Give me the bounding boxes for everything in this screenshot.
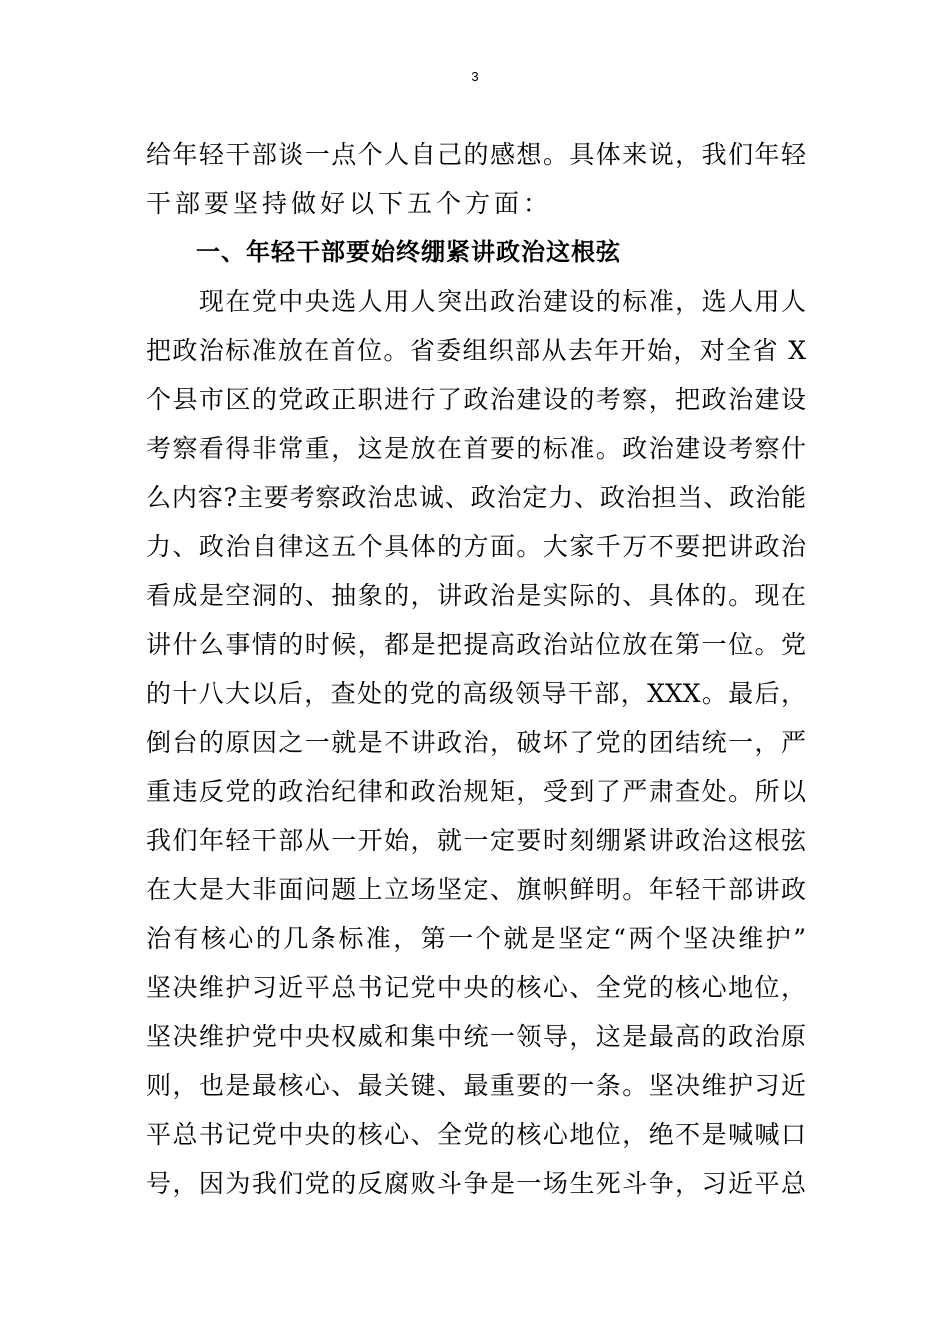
document-body [146, 130, 806, 1208]
paragraph-line: 平总书记党中央的核心、全党的核心地位，绝不是喊喊口 [146, 1120, 806, 1149]
paragraph-line: 坚决维护党中央权威和集中统一领导，这是最高的政治原 [146, 1022, 806, 1051]
paragraph-line: 我们年轻干部从一开始，就一定要时刻绷紧讲政治这根弦 [146, 826, 806, 855]
paragraph-line: 给年轻干部谈一点个人自己的感想。具体来说，我们年轻 [146, 140, 806, 169]
paragraph-line: 力、政治自律这五个具体的方面。大家千万不要把讲政治 [146, 532, 806, 561]
paragraph-line: 的十八大以后，查处的党的高级领导干部，XXX。最后， [146, 679, 806, 708]
paragraph-line: 把政治标准放在首位。省委组织部从去年开始，对全省 X [146, 336, 806, 365]
paragraph-line: 干部要坚持做好以下五个方面： [146, 189, 553, 218]
paragraph-line: 讲什么事情的时候，都是把提高政治站位放在第一位。党 [146, 630, 806, 659]
paragraph-line: 在大是大非面问题上立场坚定、旗帜鲜明。年轻干部讲政 [146, 875, 806, 904]
paragraph-line: 么内容?主要考察政治忠诚、政治定力、政治担当、政治能 [146, 483, 806, 512]
page-number: 3 [471, 69, 479, 84]
paragraph-line: 看成是空洞的、抽象的，讲政治是实际的、具体的。现在 [146, 581, 806, 610]
paragraph-line: 坚决维护习近平总书记党中央的核心、全党的核心地位， [146, 973, 806, 1002]
paragraph-line: 重违反党的政治纪律和政治规矩，受到了严肃查处。所以 [146, 777, 806, 806]
paragraph-line: 治有核心的几条标准，第一个就是坚定“两个坚决维护” [146, 924, 806, 953]
paragraph-line: 倒台的原因之一就是不讲政治，破坏了党的团结统一，严 [146, 728, 806, 757]
paragraph-line: 号，因为我们党的反腐败斗争是一场生死斗争，习近平总 [146, 1169, 806, 1198]
paragraph-line: 个县市区的党政正职进行了政治建设的考察，把政治建设 [146, 385, 806, 414]
paragraph-line: 现在党中央选人用人突出政治建设的标准，选人用人 [146, 287, 806, 316]
paragraph-line: 考察看得非常重，这是放在首要的标准。政治建设考察什 [146, 434, 806, 463]
paragraph-line: 则，也是最核心、最关键、最重要的一条。坚决维护习近 [146, 1071, 806, 1100]
section-heading: 一、年轻干部要始终绷紧讲政治这根弦 [196, 238, 621, 266]
